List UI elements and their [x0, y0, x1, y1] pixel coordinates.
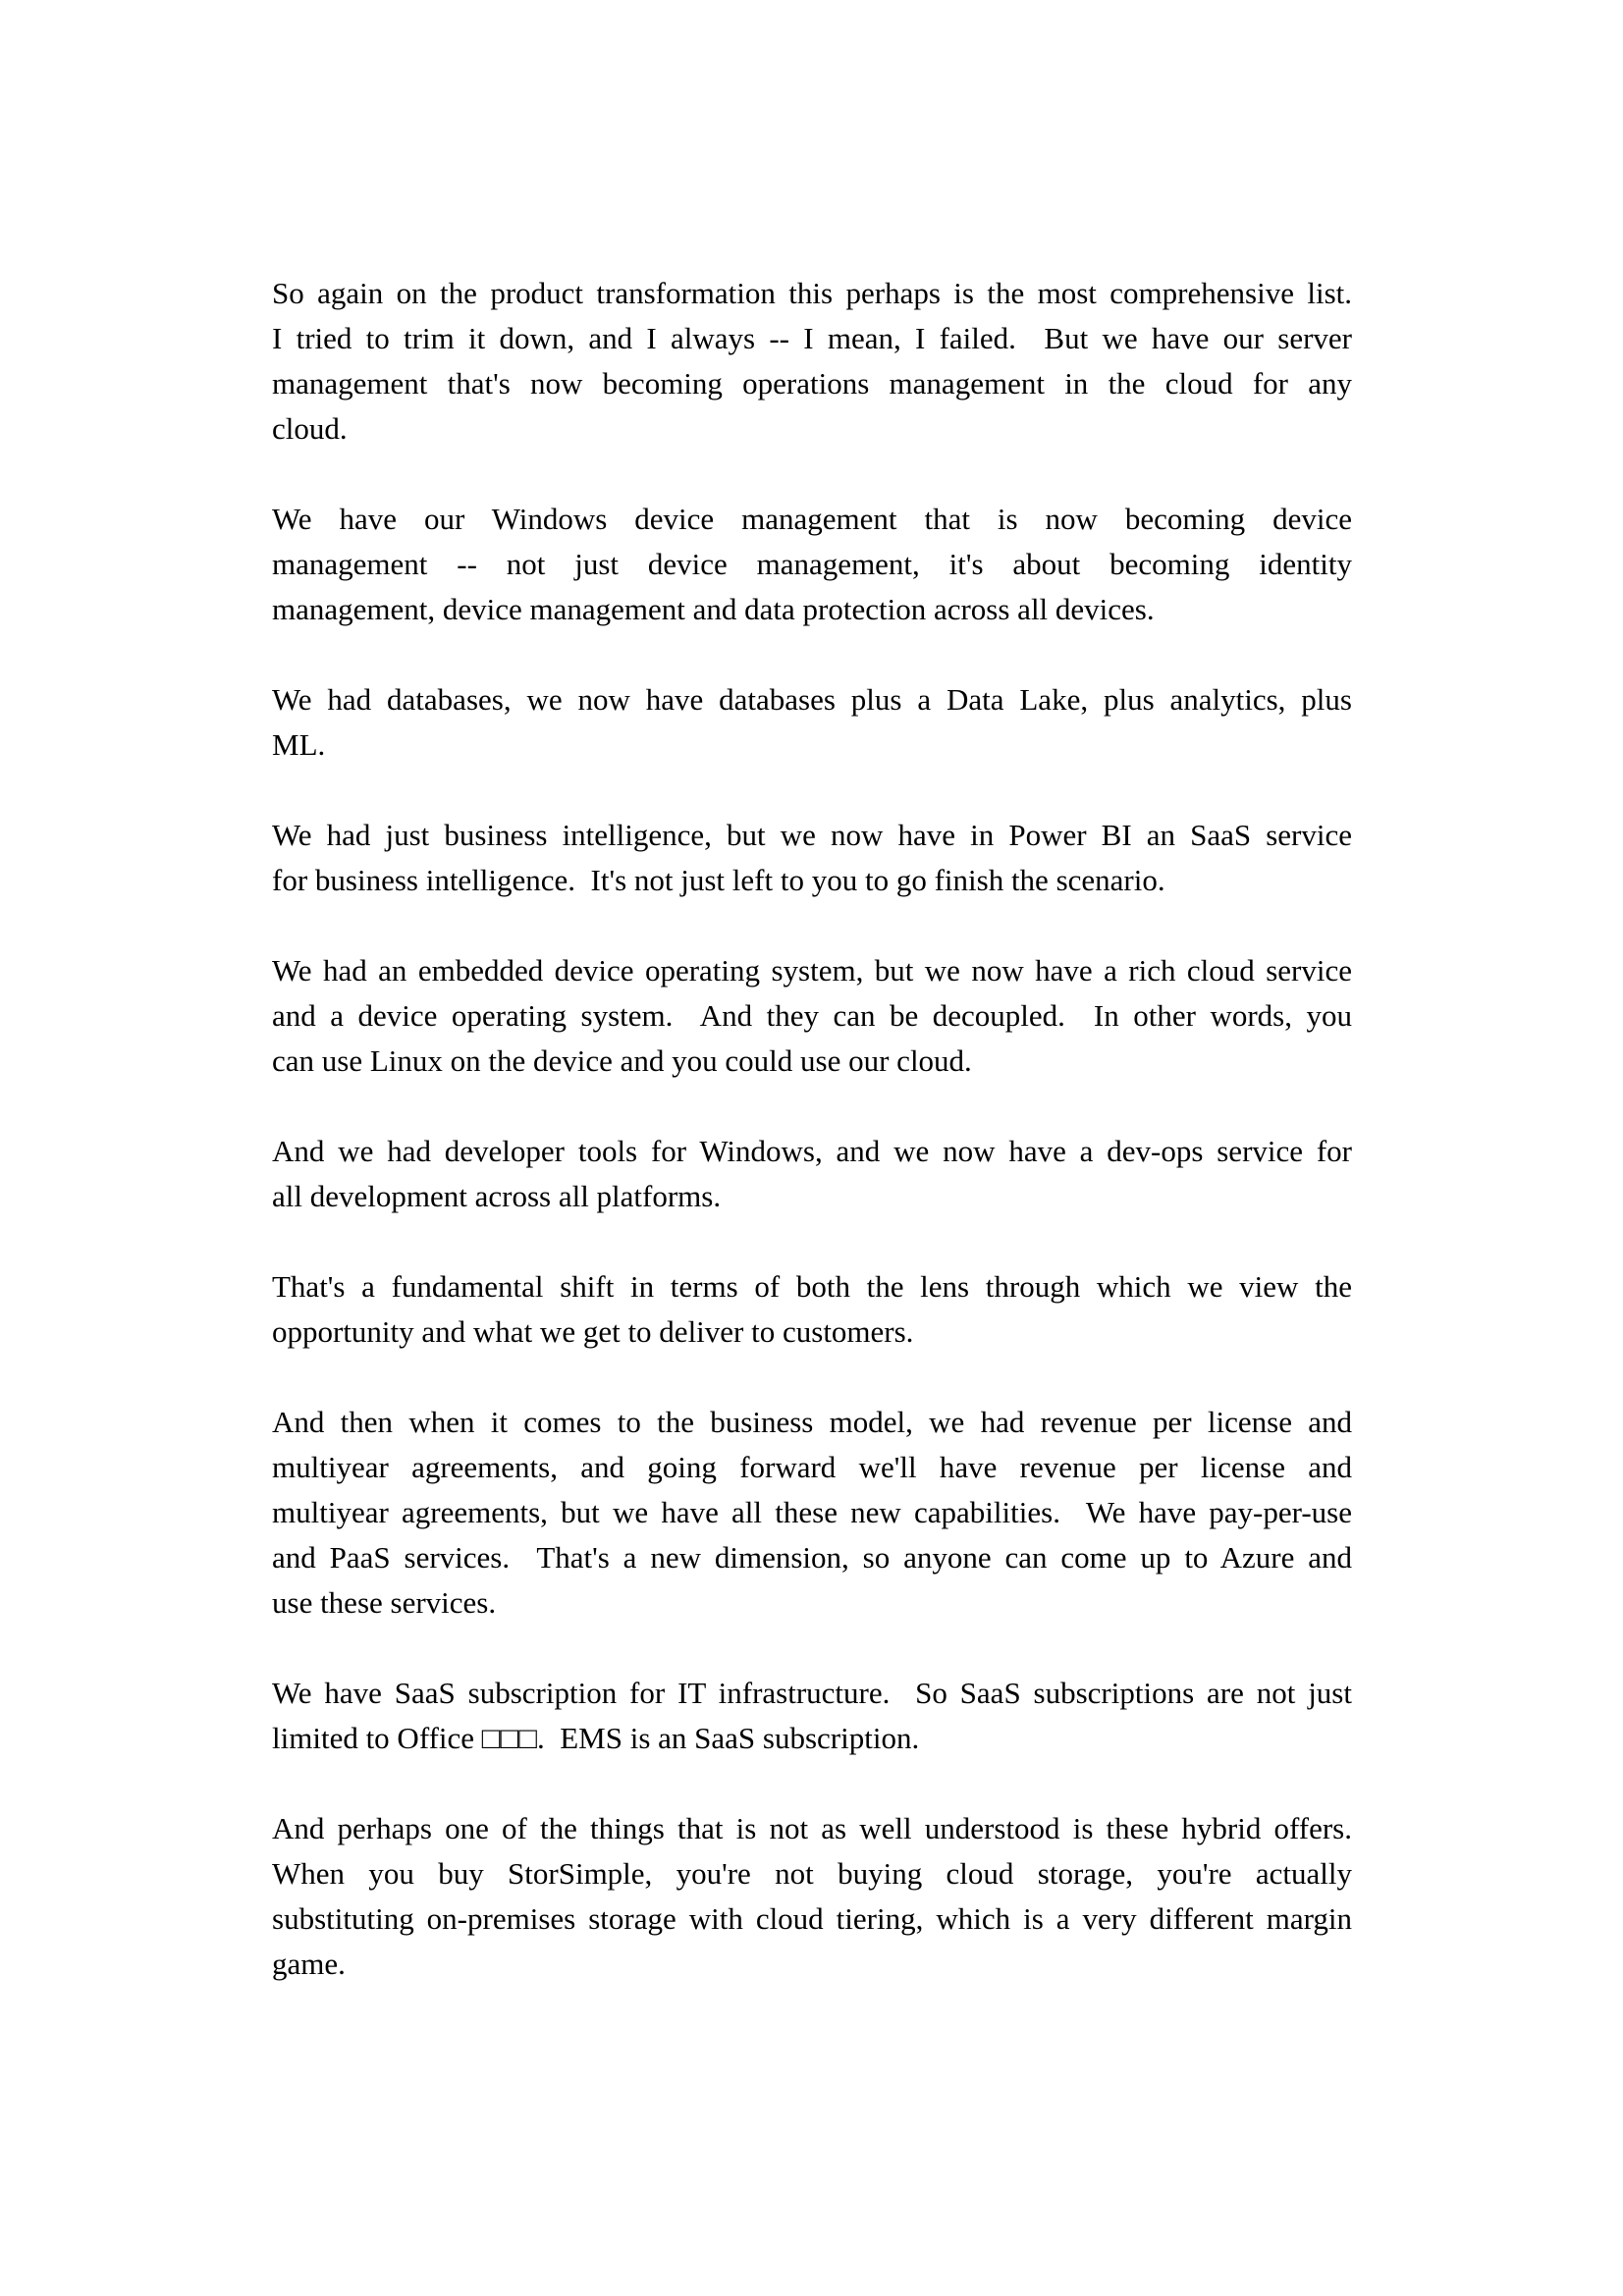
- text-line: game.: [272, 1947, 346, 1981]
- text-line: When you buy StorSimple, you're not buying cloud storage, you're actually: [272, 1856, 1352, 1891]
- text-line: I tried to trim it down, and I always -- I mean, I failed. But we have our server: [272, 321, 1352, 355]
- text-line: And perhaps one of the things that is not as well understood is these hybrid offers.: [272, 1811, 1352, 1845]
- text-line: management -- not just device management, it's about becoming identity: [272, 547, 1352, 581]
- text-line: We had databases, we now have databases plus a Data Lake, plus analytics, plus: [272, 682, 1352, 717]
- text-line: limited to Office □□□. EMS is an SaaS subscription.: [272, 1721, 920, 1755]
- paragraph: [272, 497, 1352, 632]
- paragraph: [272, 1264, 1352, 1355]
- text-line: multiyear agreements, and going forward we'll have revenue per license and: [272, 1450, 1352, 1484]
- paragraph: [272, 1806, 1352, 1987]
- paragraph: [272, 677, 1352, 768]
- text-line: substituting on-premises storage with cloud tiering, which is a very different margin: [272, 1901, 1352, 1936]
- paragraph: [272, 1671, 1352, 1761]
- text-line: We had just business intelligence, but we now have in Power BI an SaaS service: [272, 818, 1352, 852]
- document-text: [272, 271, 1352, 2032]
- text-line: cloud.: [272, 411, 348, 446]
- text-line: can use Linux on the device and you could use our cloud.: [272, 1043, 972, 1078]
- paragraph: [272, 271, 1352, 452]
- text-line: and a device operating system. And they can be decoupled. In other words, you: [272, 998, 1352, 1033]
- text-line: That's a fundamental shift in terms of both the lens through which we view the: [272, 1269, 1352, 1304]
- text-line: management, device management and data protection across all devices.: [272, 592, 1155, 626]
- paragraph: [272, 1400, 1352, 1626]
- text-line: And then when it comes to the business model, we had revenue per license and: [272, 1405, 1352, 1439]
- text-line: opportunity and what we get to deliver to customers.: [272, 1314, 914, 1349]
- text-line: We had an embedded device operating system, but we now have a rich cloud service: [272, 953, 1352, 988]
- text-line: multiyear agreements, but we have all these new capabilities. We have pay-per-use: [272, 1495, 1352, 1529]
- text-line: We have our Windows device management that is now becoming device: [272, 502, 1352, 536]
- text-line: all development across all platforms.: [272, 1179, 722, 1213]
- paragraph: [272, 948, 1352, 1084]
- text-line: management that's now becoming operations management in the cloud for any: [272, 366, 1352, 400]
- paragraph: [272, 813, 1352, 903]
- text-line: ML.: [272, 727, 326, 762]
- text-line: So again on the product transformation this perhaps is the most comprehensive list.: [272, 276, 1352, 310]
- paragraph: [272, 1129, 1352, 1219]
- text-line: And we had developer tools for Windows, and we now have a dev-ops service for: [272, 1134, 1352, 1168]
- text-line: and PaaS services. That's a new dimension, so anyone can come up to Azure and: [272, 1540, 1352, 1575]
- text-line: for business intelligence. It's not just left to you to go finish the scenario.: [272, 863, 1165, 897]
- text-line: We have SaaS subscription for IT infrastructure. So SaaS subscriptions are not just: [272, 1676, 1352, 1710]
- text-line: use these services.: [272, 1585, 497, 1620]
